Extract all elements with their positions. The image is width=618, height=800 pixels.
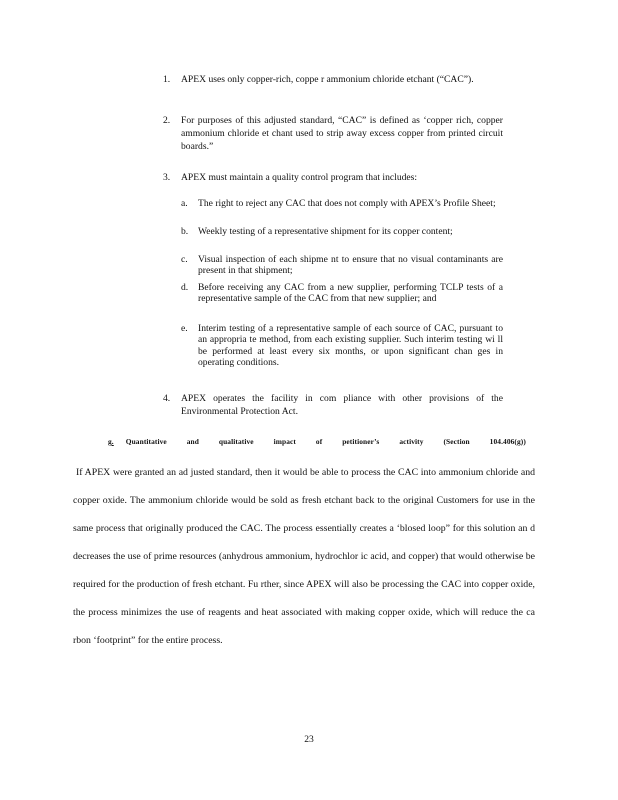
list-item-3 (163, 171, 503, 184)
section-heading-label: g. (108, 437, 114, 446)
sub-item-text: Before receiving any CAC from a new supplier, performing TCLP tests of a representative sample of the CAC from that new supplier; and (198, 282, 503, 305)
list-item-number: 1. (163, 74, 171, 85)
sub-item-a (181, 198, 503, 209)
list-item-text: APEX uses only copper-rich, coppe r ammonium chloride etchant (“CAC”). (181, 74, 474, 85)
section-heading-text: Quantitative and qualitative impact of petitioner’s activity (Section 104.406(g)) (125, 437, 526, 446)
sub-item-letter: b. (181, 226, 189, 237)
list-item-2 (163, 114, 503, 153)
list-item-1 (163, 73, 503, 86)
sub-item-text: Visual inspection of each shipme nt to ensure that no visual contaminants are present in that shipment; (198, 254, 503, 277)
sub-item-letter: a. (181, 198, 188, 209)
list-item-4 (163, 392, 503, 418)
sub-item-text: Weekly testing of a representative shipment for its copper content; (198, 226, 453, 237)
list-item-text: For purposes of this adjusted standard, “CAC” is defined as ‘copper rich, copper ammonium chloride et chant used to strip away excess copper from printed circuit boards.” (181, 115, 503, 152)
sub-item-letter: c. (181, 254, 188, 265)
section-heading (108, 437, 526, 446)
page-number: 23 (304, 734, 314, 745)
list-item-number: 3. (163, 172, 171, 183)
sub-item-e (181, 323, 503, 368)
list-item-text: APEX must maintain a quality control program that includes: (181, 172, 418, 183)
sub-item-text: The right to reject any CAC that does not comply with APEX’s Profile Sheet; (198, 198, 496, 209)
list-item-text: APEX operates the facility in com pliance with other provisions of the Environmental Protection Act. (181, 393, 503, 417)
list-item-number: 4. (163, 393, 171, 404)
sub-item-text: Interim testing of a representative sample of each source of CAC, pursuant to an appropria te method, from each existing supplier. Such interim testing wi ll be performed at least every six months, or upon significant chan ges in operating conditions. (198, 323, 503, 368)
list-item-number: 2. (163, 115, 171, 126)
sub-item-c (181, 254, 503, 277)
sub-item-letter: e. (181, 323, 188, 334)
sub-item-letter: d. (181, 282, 189, 293)
body-paragraph: If APEX were granted an ad justed standard, then it would be able to process the CAC into ammonium chloride and copper oxide. The ammonium chloride would be sold as fresh etchant back to the original Customers for use in the same process that originally produced the CAC. The process essentially creates a ‘blosed loop” for this solution an d decreases the use of prime resources (anhydrous ammonium, hydrochlor ic acid, and copper) that would otherwise be required for the production of fresh etchant. Fu rther, since APEX will also be processing the CAC into copper oxide, the process minimizes the use of reagents and heat associated with making copper oxide, which will reduce the ca rbon ‘footprint” for the entire process. (73, 467, 535, 646)
sub-item-b (181, 226, 503, 237)
sub-item-d (181, 282, 503, 305)
